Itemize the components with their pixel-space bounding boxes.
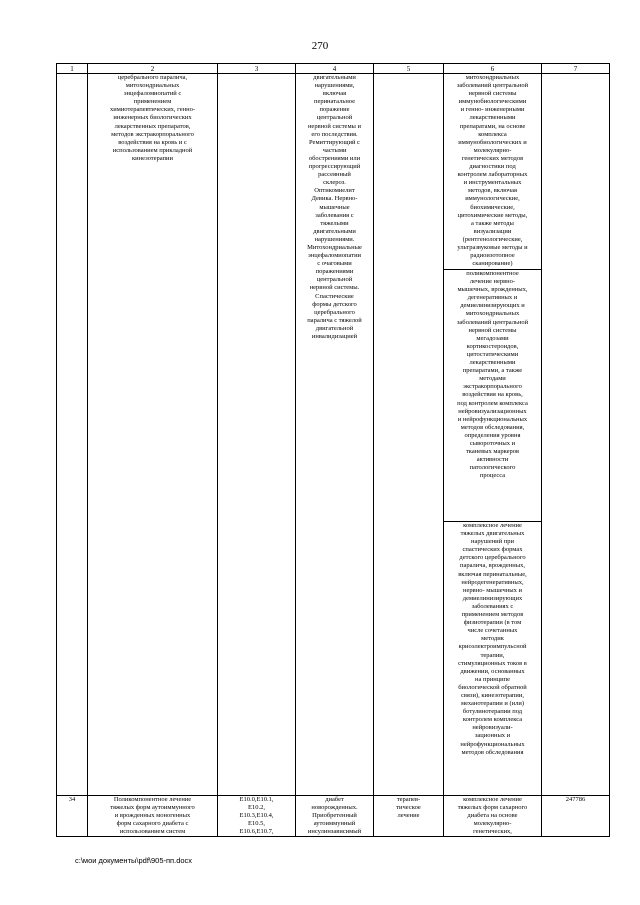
cell-text-line: тическое bbox=[396, 804, 421, 812]
icd-code-cell bbox=[218, 796, 296, 837]
cell-text-line: сывороточных и bbox=[469, 439, 516, 447]
table-row bbox=[57, 74, 610, 270]
cell-text-line: тяжелых форм сахарного bbox=[457, 804, 528, 812]
cell-text-line: контролем комплекса bbox=[462, 716, 523, 724]
cell-text-line: нейрофункциональных bbox=[460, 740, 525, 748]
cell-text-line: E10.6,E10.7, bbox=[239, 828, 274, 836]
cell-text-line: инвалидизацией bbox=[311, 333, 358, 340]
cell-text-line: E10.0,E10.1, bbox=[239, 796, 274, 803]
cell-text-line: и генно- инженерными bbox=[460, 106, 525, 114]
cell-text-line: лечение bbox=[397, 812, 420, 820]
cell-text-line: E10.3,E10.4, bbox=[239, 812, 274, 820]
cell-text-line: методов обследования bbox=[461, 748, 524, 756]
medical-care-table bbox=[56, 63, 610, 837]
cell-text-line: молекулярно- bbox=[473, 820, 512, 828]
cell-text-line: Приобретенный bbox=[312, 812, 357, 820]
cell-text-line: ботулинотерапии под bbox=[462, 708, 523, 716]
cell-text-line: механотерапии и (или) bbox=[460, 700, 525, 708]
cell-text-line: тканевых маркеров bbox=[465, 448, 520, 456]
header-cell-2: 2 bbox=[88, 64, 218, 74]
cell-text-line: энцефаломиопатии bbox=[307, 252, 362, 260]
cell-text-line: церебрального bbox=[314, 308, 355, 316]
cell-text-line: Спастические bbox=[315, 292, 354, 300]
cell-text-line: иммунобиологическими bbox=[458, 98, 527, 106]
cell-text-line: инсулинзависимый bbox=[307, 828, 362, 836]
treatment-method-cell bbox=[444, 796, 542, 837]
cell-text-line: экстракорпорального bbox=[463, 383, 522, 391]
cell-text-line: нервной системы и bbox=[307, 122, 362, 130]
cell-text-line: биологической обратной bbox=[458, 683, 527, 691]
cell-text-line: препаратами, а также bbox=[462, 367, 523, 375]
patient-model-cell bbox=[296, 74, 374, 796]
cell-text-line: контролем лабораторных bbox=[457, 171, 528, 179]
cell-text-line: методов, включая bbox=[468, 187, 517, 195]
cell-text-line: E10.2, bbox=[248, 804, 265, 812]
cell-text-line: мышечные bbox=[319, 203, 350, 211]
cell-text-line: терапев- bbox=[396, 796, 421, 803]
cell-text-line: нейровизуализационных bbox=[458, 407, 527, 415]
cell-text-line: заболеваниях с bbox=[471, 602, 514, 610]
cell-text-line: и инструментальных bbox=[463, 179, 522, 187]
cell-text-line: числе сочетанных bbox=[467, 627, 518, 635]
cell-text-line: аутоиммунный bbox=[313, 820, 356, 828]
treatment-method-cell bbox=[444, 522, 542, 796]
cell-text-line: обострениями или bbox=[308, 154, 361, 162]
cell-text-line: энцефаломиопатий с bbox=[123, 90, 182, 98]
cell-text-line: нарушениями. bbox=[314, 235, 355, 243]
cell-text-line: мышечных, врожденных, bbox=[457, 286, 528, 294]
cell-text-line: диагностики под bbox=[469, 163, 516, 171]
cell-text-line: использованием прикладной bbox=[112, 146, 193, 154]
cell-text-line: на принципе bbox=[475, 675, 510, 683]
cell-text-line: зационных и bbox=[474, 732, 511, 740]
cell-text-line: включая перинатальные, bbox=[458, 570, 527, 578]
cell-text-line: использованием систем bbox=[119, 828, 186, 836]
cell-text-line: кинезотерапии bbox=[132, 154, 173, 162]
cost-cell bbox=[542, 74, 610, 796]
patient-model-cell bbox=[296, 796, 374, 837]
cell-text-line: молекулярно- bbox=[473, 146, 512, 154]
cell-text-line: лекарственными bbox=[469, 114, 516, 122]
cell-text-line: детского церебрального bbox=[459, 554, 526, 562]
cell-text-line: физиотерапии (в том bbox=[463, 619, 522, 627]
cell-text-line: перинатальное bbox=[313, 98, 356, 106]
cell-text-line: связи), кинезотерапии, bbox=[461, 691, 524, 699]
cell-text-line: склероз. bbox=[323, 179, 346, 187]
cost-cell: 247786 bbox=[542, 796, 610, 837]
cell-text-line: диабет bbox=[325, 796, 344, 803]
cell-text-line: иммунологические, bbox=[465, 195, 520, 203]
table-row bbox=[57, 796, 610, 837]
cell-text-line: демиелинизирующих и bbox=[460, 302, 525, 310]
cell-text-line: демиелинизирующих bbox=[462, 594, 523, 602]
cell-text-line: новорожденных. bbox=[311, 804, 358, 812]
cell-text-line: E10.5, bbox=[248, 820, 265, 828]
cell-text-line: нервно- мышечных и bbox=[463, 586, 522, 594]
cell-text-line: нейровизуали- bbox=[472, 724, 513, 732]
cell-text-line: заболеваний центральной bbox=[456, 318, 529, 326]
cell-text-line: криоэлектроимпульсной bbox=[458, 643, 527, 651]
cell-text-line: процесса bbox=[479, 472, 506, 480]
row-number-cell bbox=[57, 74, 88, 796]
cell-text-line: форм сахарного диабета с bbox=[116, 820, 189, 828]
cell-text-line: рассеянный bbox=[318, 171, 351, 179]
cell-text-line: нервной системы bbox=[468, 326, 517, 334]
cell-text-line: прогрессирующий bbox=[308, 163, 361, 171]
header-cell-1: 1 bbox=[57, 64, 88, 74]
cell-text-line: генетических методов bbox=[461, 154, 524, 162]
cell-text-line: патологического bbox=[469, 464, 516, 472]
cell-text-line: двигательной bbox=[315, 324, 354, 332]
cell-text-line: визуализации bbox=[473, 227, 512, 235]
treatment-type-cell bbox=[374, 74, 444, 796]
cell-text-line: комплекса bbox=[478, 130, 507, 138]
cell-text-line: лечение нервно- bbox=[469, 278, 516, 286]
cell-text-line: с очаговыми bbox=[317, 260, 352, 268]
header-row bbox=[57, 64, 610, 74]
cell-text-line: включая bbox=[322, 90, 347, 98]
cell-text-line: под контролем комплекса bbox=[457, 399, 528, 407]
cell-text-line: Оптикомиелит bbox=[314, 187, 355, 195]
cell-text-line: Митохондриальные bbox=[307, 243, 362, 251]
cell-text-line: центральной bbox=[316, 114, 353, 122]
cell-text-line: нервной системы. bbox=[309, 284, 360, 292]
cell-text-line: стимуляционных токов в bbox=[458, 659, 527, 667]
cell-text-line: воздействия на кровь, bbox=[462, 391, 523, 399]
cell-text-line: определения уровня bbox=[464, 431, 521, 439]
cell-text-line: митохондриальных bbox=[125, 82, 180, 90]
cell-text-line: двигательными bbox=[313, 227, 356, 235]
file-path-footer: c:\мои документы\pdf\905-пп.docx bbox=[75, 856, 193, 865]
cell-text-line: Ремиттирующий с bbox=[309, 138, 360, 146]
page-number: 270 bbox=[311, 40, 329, 52]
cell-text-line: цитохимические методы, bbox=[457, 211, 528, 219]
row-number-cell: 34 bbox=[57, 796, 88, 837]
cell-text-line: радиоизотопное bbox=[470, 252, 515, 260]
cell-text-line: методами bbox=[479, 375, 506, 383]
procedure-name-cell bbox=[88, 74, 218, 796]
cell-text-line: формы детского bbox=[312, 300, 357, 308]
cell-text-line: нарушениями, bbox=[314, 82, 355, 90]
cell-text-line: движении, основанных bbox=[460, 667, 525, 675]
cell-text-line: иммунобиологических и bbox=[458, 138, 527, 146]
cell-text-line: поражение bbox=[319, 106, 350, 114]
cell-text-line: препаратами, на основе bbox=[459, 122, 526, 130]
cell-text-line: методик bbox=[481, 635, 504, 643]
cell-text-line: паралича, врожденных, bbox=[460, 562, 525, 570]
cell-text-line: ультразвуковые методы и bbox=[457, 243, 528, 251]
cell-text-line: генетических, bbox=[473, 828, 512, 836]
cell-text-line: нарушений при bbox=[471, 538, 514, 546]
cell-text-line: биохимические, bbox=[470, 203, 515, 211]
header-cell-6: 6 bbox=[444, 64, 542, 74]
treatment-method-cell bbox=[444, 74, 542, 270]
cell-text-line: воздействия на кровь и с bbox=[118, 138, 187, 146]
treatment-method-cell bbox=[444, 270, 542, 522]
cell-text-line: кортикостероидов, bbox=[466, 342, 519, 350]
cell-text-line: активности bbox=[476, 456, 509, 464]
cell-text-line: методов обследования, bbox=[460, 423, 525, 431]
cell-text-line: мегадозами bbox=[476, 334, 509, 342]
cell-text-line: терапии, bbox=[480, 651, 505, 659]
cell-text-line: поликомпонентное bbox=[466, 270, 519, 277]
cell-text-line: заболевания с bbox=[315, 211, 354, 219]
cell-text-line: а также методы bbox=[471, 219, 514, 227]
cell-text-line: сканирование) bbox=[472, 260, 513, 268]
cell-text-line: Девика. Нервно- bbox=[311, 195, 358, 203]
cell-text-line: его последствия. bbox=[311, 130, 358, 138]
cell-text-line: методов экстракорпорального bbox=[111, 130, 194, 138]
cell-text-line: применением bbox=[133, 98, 172, 106]
cell-text-line: и нейрофункциональных bbox=[457, 415, 528, 423]
cell-text-line: митохондриальных bbox=[465, 74, 520, 81]
cell-text-line: применением методов bbox=[461, 611, 524, 619]
procedure-name-cell bbox=[88, 796, 218, 837]
cell-text-line: тяжелыми bbox=[320, 219, 349, 227]
cell-text-line: заболеваний центральной bbox=[456, 82, 529, 90]
cell-text-line: тяжелых двигательных bbox=[460, 530, 525, 538]
header-cell-5: 5 bbox=[374, 64, 444, 74]
cell-text-line: двигательными bbox=[313, 74, 356, 81]
icd-code-cell bbox=[218, 74, 296, 796]
cell-text-line: комплексное лечение bbox=[463, 522, 522, 529]
cell-text-line: церебрального паралича, bbox=[117, 74, 188, 81]
cell-text-line: центральной bbox=[316, 276, 353, 284]
cell-text-line: Поликомпонентное лечение bbox=[113, 796, 192, 803]
cell-text-line: диабета на основе bbox=[467, 812, 518, 820]
cell-text-line: нейродегенеративных, bbox=[461, 578, 524, 586]
cell-text-line: паралича с тяжелой bbox=[307, 316, 362, 324]
treatment-type-cell bbox=[374, 796, 444, 837]
cell-text-line: митохондриальных bbox=[465, 310, 520, 318]
cell-text-line: частыми bbox=[322, 146, 347, 154]
header-cell-7: 7 bbox=[542, 64, 610, 74]
cell-text-line: поражениями bbox=[315, 268, 354, 276]
cell-text-line: (рентгенологические, bbox=[462, 235, 523, 243]
cell-text-line: комплексное лечение bbox=[463, 796, 522, 803]
header-cell-4: 4 bbox=[296, 64, 374, 74]
cell-text-line: дегенеративных и bbox=[467, 294, 518, 302]
cell-text-line: химиотерапевтических, генно- bbox=[109, 106, 196, 114]
cell-text-line: инженерных биологических bbox=[113, 114, 192, 122]
cell-text-line: тяжелых форм аутоиммунного bbox=[110, 804, 195, 812]
cell-text-line: лекарственными bbox=[469, 359, 516, 367]
cell-text-line: спастических формах bbox=[462, 546, 523, 554]
cell-text-line: лекарственных препаратов, bbox=[114, 122, 191, 130]
cell-text-line: цитостатическими bbox=[466, 350, 519, 358]
cell-text-line: и врожденных моногенных bbox=[114, 812, 191, 820]
cell-text-line: нервной системы bbox=[468, 90, 517, 98]
header-cell-3: 3 bbox=[218, 64, 296, 74]
